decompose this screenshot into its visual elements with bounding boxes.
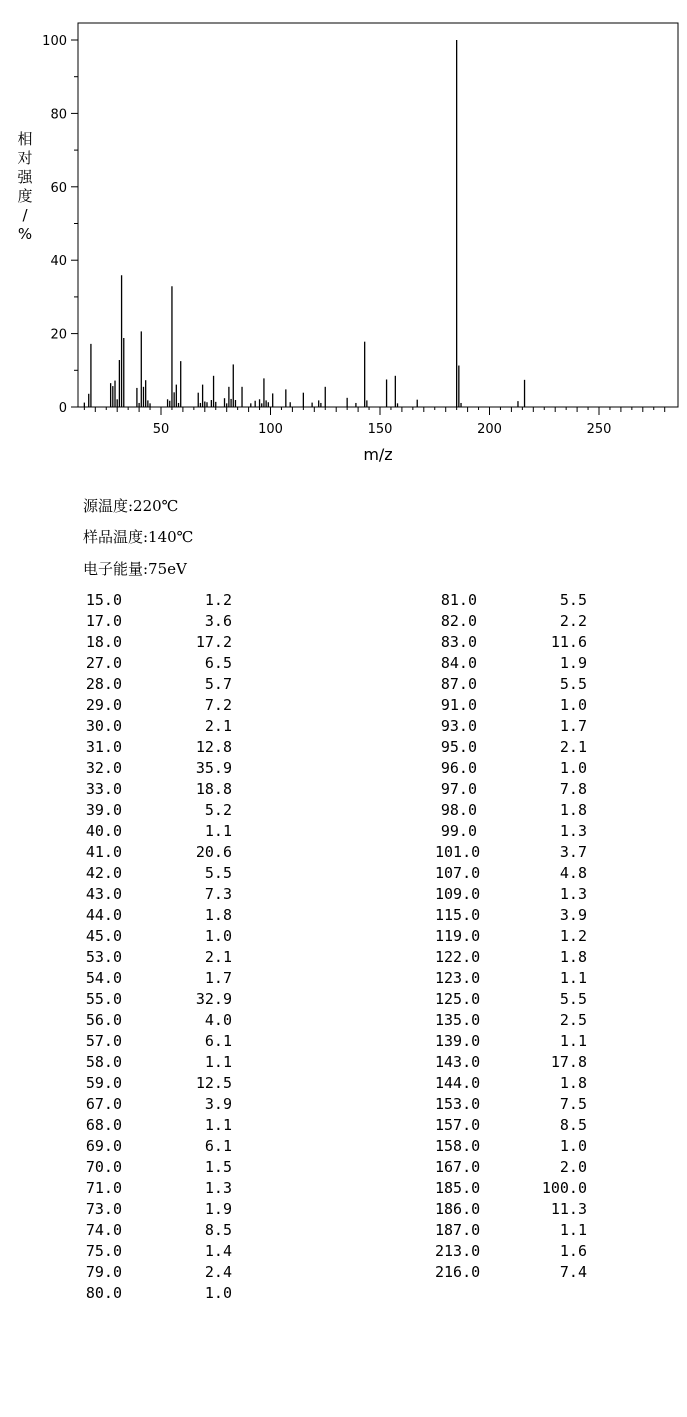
mz-value: 18.0 <box>85 633 122 651</box>
mass-spectrum-chart <box>0 0 687 470</box>
intensity-value: 17.8 <box>550 1053 587 1071</box>
intensity-value: 8.5 <box>559 1116 587 1134</box>
mz-value: 98.0 <box>440 801 477 819</box>
intensity-value: 3.9 <box>559 906 587 924</box>
sample-temperature: 样品温度:140℃ <box>83 528 194 546</box>
y-axis-label <box>16 130 34 244</box>
intensity-value: 2.2 <box>559 612 587 630</box>
x-tick-label: 150 <box>367 422 393 437</box>
mz-value: 75.0 <box>85 1242 122 1260</box>
mz-value: 53.0 <box>85 948 122 966</box>
intensity-value: 12.8 <box>195 738 232 756</box>
mz-value: 59.0 <box>85 1074 122 1092</box>
y-axis <box>42 34 78 416</box>
mz-value: 95.0 <box>440 738 477 756</box>
x-tick-label: 250 <box>586 422 612 437</box>
mz-value: 73.0 <box>85 1200 122 1218</box>
y-axis-label-char: 相 <box>17 130 33 148</box>
mz-value: 39.0 <box>85 801 122 819</box>
mz-value: 74.0 <box>85 1221 122 1239</box>
mz-value: 144.0 <box>435 1074 481 1092</box>
mz-value: 70.0 <box>85 1158 122 1176</box>
mz-value: 17.0 <box>85 612 122 630</box>
intensity-value: 1.0 <box>559 759 587 777</box>
intensity-value: 8.5 <box>204 1221 232 1239</box>
mz-value: 67.0 <box>85 1095 122 1113</box>
mz-value: 33.0 <box>85 780 122 798</box>
mz-value: 29.0 <box>85 696 122 714</box>
intensity-value: 20.6 <box>195 843 232 861</box>
mz-value: 42.0 <box>85 864 122 882</box>
mz-value: 84.0 <box>440 654 477 672</box>
intensity-value: 18.8 <box>195 780 232 798</box>
y-axis-label-char: % <box>17 225 33 243</box>
intensity-value: 1.7 <box>559 717 587 735</box>
x-tick-label: 200 <box>477 422 502 437</box>
intensity-value: 35.9 <box>195 759 232 777</box>
mz-value: 157.0 <box>435 1116 481 1134</box>
mz-value: 82.0 <box>440 612 477 630</box>
mz-value: 31.0 <box>85 738 122 756</box>
mz-value: 69.0 <box>85 1137 122 1155</box>
intensity-value: 1.1 <box>204 1116 232 1134</box>
mz-value: 83.0 <box>440 633 477 651</box>
intensity-value: 3.9 <box>204 1095 232 1113</box>
plot-frame <box>78 23 678 407</box>
mz-value: 109.0 <box>435 885 481 903</box>
x-axis <box>84 407 664 437</box>
mz-value: 158.0 <box>435 1137 481 1155</box>
y-axis-label-char: 对 <box>17 149 33 167</box>
intensity-value: 1.1 <box>559 1221 587 1239</box>
mz-value: 30.0 <box>85 717 122 735</box>
mz-value: 57.0 <box>85 1032 122 1050</box>
mz-value: 122.0 <box>435 948 481 966</box>
intensity-value: 1.5 <box>204 1158 232 1176</box>
intensity-value: 4.8 <box>559 864 587 882</box>
y-tick-label: 60 <box>50 180 67 196</box>
source-temperature: 源温度:220℃ <box>83 497 179 515</box>
intensity-value: 7.8 <box>559 780 587 798</box>
intensity-value: 7.5 <box>559 1095 587 1113</box>
mz-value: 68.0 <box>85 1116 122 1134</box>
intensity-value: 6.5 <box>204 654 232 672</box>
intensity-value: 4.0 <box>204 1011 232 1029</box>
intensity-value: 5.5 <box>559 990 587 1008</box>
intensity-value: 1.1 <box>204 822 232 840</box>
mz-value: 79.0 <box>85 1263 122 1281</box>
mz-value: 41.0 <box>85 843 122 861</box>
intensity-value: 5.5 <box>204 864 232 882</box>
mz-value: 99.0 <box>440 822 477 840</box>
y-tick-label: 100 <box>42 34 67 49</box>
mz-value: 101.0 <box>435 843 481 861</box>
intensity-value: 1.0 <box>559 696 587 714</box>
intensity-value: 1.2 <box>204 591 232 609</box>
intensity-value: 2.1 <box>204 948 232 966</box>
intensity-value: 5.7 <box>204 675 232 693</box>
mz-value: 80.0 <box>85 1284 122 1302</box>
mz-value: 55.0 <box>85 990 122 1008</box>
mz-value: 125.0 <box>435 990 481 1008</box>
intensity-value: 32.9 <box>195 990 232 1008</box>
mz-value: 115.0 <box>435 906 481 924</box>
intensity-value: 2.1 <box>204 717 232 735</box>
y-axis-label-char: / <box>22 206 28 224</box>
mz-value: 97.0 <box>440 780 477 798</box>
intensity-value: 7.4 <box>559 1263 587 1281</box>
mz-value: 15.0 <box>85 591 122 609</box>
intensity-value: 2.4 <box>204 1263 232 1281</box>
mz-value: 45.0 <box>85 927 122 945</box>
mz-value: 185.0 <box>435 1179 481 1197</box>
intensity-value: 1.2 <box>559 927 587 945</box>
mz-value: 135.0 <box>435 1011 481 1029</box>
mz-value: 123.0 <box>435 969 481 987</box>
intensity-value: 1.1 <box>559 969 587 987</box>
y-tick-label: 20 <box>50 327 67 343</box>
y-tick-label: 80 <box>50 107 67 123</box>
intensity-value: 1.0 <box>204 1284 232 1302</box>
mz-value: 32.0 <box>85 759 122 777</box>
intensity-value: 1.9 <box>559 654 587 672</box>
mz-value: 153.0 <box>435 1095 481 1113</box>
intensity-value: 11.3 <box>550 1200 587 1218</box>
intensity-value: 1.1 <box>204 1053 232 1071</box>
mz-value: 40.0 <box>85 822 122 840</box>
intensity-value: 1.4 <box>204 1242 232 1260</box>
intensity-value: 100.0 <box>541 1179 587 1197</box>
y-tick-label: 40 <box>50 254 67 270</box>
intensity-value: 11.6 <box>550 633 587 651</box>
x-tick-label: 100 <box>258 422 283 437</box>
mz-value: 44.0 <box>85 906 122 924</box>
mz-value: 119.0 <box>435 927 481 945</box>
intensity-value: 1.3 <box>204 1179 232 1197</box>
x-axis-label: m/z <box>363 445 393 464</box>
mz-value: 58.0 <box>85 1053 122 1071</box>
mz-value: 216.0 <box>435 1263 481 1281</box>
intensity-value: 3.6 <box>204 612 232 630</box>
mz-value: 186.0 <box>435 1200 481 1218</box>
intensity-value: 1.6 <box>559 1242 587 1260</box>
mz-value: 213.0 <box>435 1242 481 1260</box>
mz-value: 71.0 <box>85 1179 122 1197</box>
mz-value: 167.0 <box>435 1158 481 1176</box>
intensity-value: 1.3 <box>559 885 587 903</box>
mz-value: 187.0 <box>435 1221 481 1239</box>
intensity-value: 1.1 <box>559 1032 587 1050</box>
mz-value: 43.0 <box>85 885 122 903</box>
intensity-value: 2.0 <box>559 1158 587 1176</box>
intensity-value: 2.5 <box>559 1011 587 1029</box>
mz-value: 27.0 <box>85 654 122 672</box>
intensity-value: 1.0 <box>204 927 232 945</box>
intensity-value: 1.8 <box>559 801 587 819</box>
intensity-value: 1.8 <box>559 1074 587 1092</box>
intensity-value: 5.5 <box>559 591 587 609</box>
mz-value: 96.0 <box>440 759 477 777</box>
y-tick-label: 0 <box>58 401 67 416</box>
mz-value: 139.0 <box>435 1032 481 1050</box>
intensity-value: 5.2 <box>204 801 232 819</box>
mz-value: 87.0 <box>440 675 477 693</box>
intensity-value: 1.8 <box>559 948 587 966</box>
intensity-value: 5.5 <box>559 675 587 693</box>
mz-value: 143.0 <box>435 1053 481 1071</box>
y-axis-label-char: 度 <box>17 187 33 205</box>
intensity-value: 1.9 <box>204 1200 232 1218</box>
mz-value: 91.0 <box>440 696 477 714</box>
mz-value: 93.0 <box>440 717 477 735</box>
intensity-value: 7.3 <box>204 885 232 903</box>
intensity-value: 1.0 <box>559 1137 587 1155</box>
mz-value: 107.0 <box>435 864 481 882</box>
mz-value: 54.0 <box>85 969 122 987</box>
intensity-value: 1.3 <box>559 822 587 840</box>
intensity-value: 7.2 <box>204 696 232 714</box>
intensity-value: 1.7 <box>204 969 232 987</box>
intensity-value: 1.8 <box>204 906 232 924</box>
intensity-value: 12.5 <box>195 1074 232 1092</box>
intensity-value: 2.1 <box>559 738 587 756</box>
electron-energy: 电子能量:75eV <box>83 560 187 578</box>
mz-value: 56.0 <box>85 1011 122 1029</box>
mz-value: 81.0 <box>440 591 477 609</box>
peak-bars <box>84 40 524 407</box>
intensity-value: 17.2 <box>195 633 232 651</box>
intensity-value: 3.7 <box>559 843 587 861</box>
intensity-value: 6.1 <box>204 1032 232 1050</box>
x-tick-label: 50 <box>152 422 170 437</box>
mz-value: 28.0 <box>85 675 122 693</box>
y-axis-label-char: 强 <box>17 168 33 186</box>
intensity-value: 6.1 <box>204 1137 232 1155</box>
